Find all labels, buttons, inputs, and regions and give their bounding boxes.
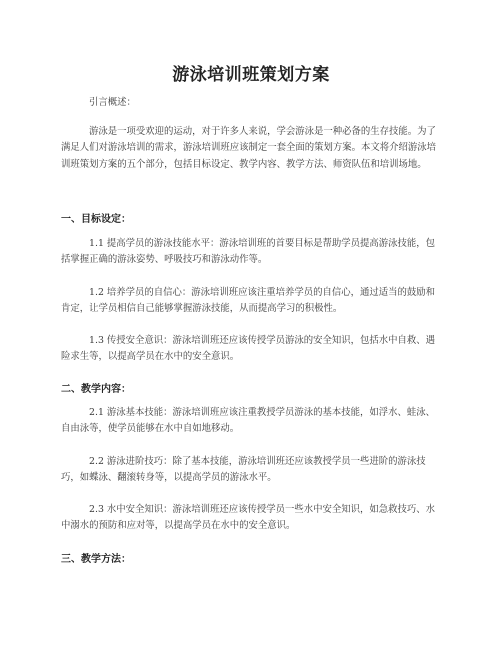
goals-item-3: 1.3 传授安全意识：游泳培训班还应该传授学员游泳的安全知识，包括水中自救、遇险求生等，以提高学员在水中的安全意识。 — [61, 335, 436, 363]
intro-paragraph: 游泳是一项受欢迎的运动，对于许多人来说，学会游泳是一种必备的生存技能。为了满足人们对游泳培训的需求，游泳培训班应该制定一套全面的策划方案。本文将介绍游泳培训班策划方案的五个部分，包括目标设定、教学内容、教学方法、师资队伍和培训场地。 — [61, 126, 437, 170]
section-heading-goals: 一、目标设定： — [61, 214, 131, 225]
content-item-3: 2.3 水中安全知识：游泳培训班还应该传授学员一些水中安全知识，如急救技巧、水中溺水的预防和应对等，以提高学员在水中的安全意识。 — [61, 504, 436, 532]
goals-item-1: 1.1 提高学员的游泳技能水平：游泳培训班的首要目标是帮助学员提高游泳技能，包括掌握正确的游泳姿势、呼吸技巧和游泳动作等。 — [61, 238, 436, 266]
content-item-2: 2.2 游泳进阶技巧：除了基本技能，游泳培训班还应该教授学员一些进阶的游泳技巧，如蝶泳、翻滚转身等，以提高学员的游泳水平。 — [61, 456, 426, 484]
document-title: 游泳培训班策划方案 — [172, 65, 330, 85]
section-heading-methods: 三、教学方法： — [61, 554, 131, 565]
goals-item-2: 1.2 培养学员的自信心：游泳培训班应该注重培养学员的自信心，通过适当的鼓励和肯定，让学员相信自己能够掌握游泳技能，从而提高学习的积极性。 — [61, 287, 436, 315]
intro-label: 引言概述： — [89, 97, 136, 108]
content-item-1: 2.1 游泳基本技能：游泳培训班应该注重教授学员游泳的基本技能，如浮水、蛙泳、自由泳等，使学员能够在水中自如地移动。 — [61, 407, 436, 435]
section-heading-content: 二、教学内容： — [61, 384, 131, 395]
